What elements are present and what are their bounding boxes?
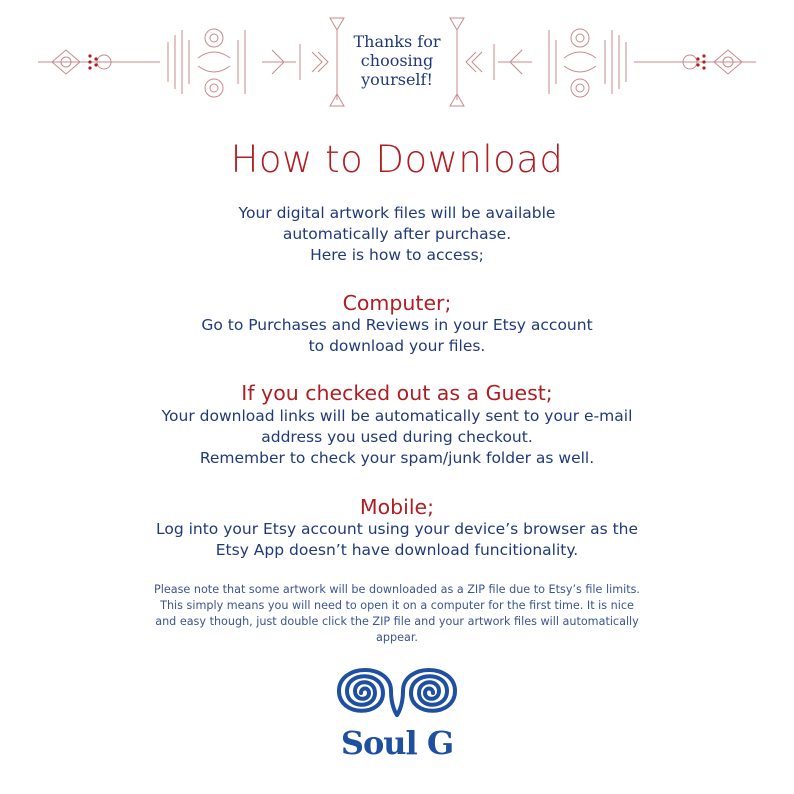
section-line: Go to Purchases and Reviews in your Etsy account bbox=[201, 316, 593, 334]
thank-you-tagline bbox=[338, 32, 456, 89]
brand-name: Soul G bbox=[340, 724, 454, 762]
note-line: Please note that some artwork will be downloaded as a ZIP file due to Etsy’s file limits. bbox=[154, 583, 640, 596]
section-body-mobile bbox=[0, 519, 794, 561]
intro-line: automatically after purchase. bbox=[282, 225, 512, 243]
page-title: How to Download bbox=[230, 138, 564, 181]
section-body-computer bbox=[0, 315, 794, 357]
double-spiral-icon bbox=[325, 655, 469, 727]
intro-line: Your digital artwork files will be available bbox=[238, 204, 556, 222]
note-line: This simply means you will need to open it on a computer for the first time. It is nice bbox=[160, 599, 634, 612]
tagline-line: choosing bbox=[360, 51, 434, 70]
section-line: Remember to check your spam/junk folder as well. bbox=[199, 449, 595, 467]
section-body-guest bbox=[0, 406, 794, 469]
section-line: Log into your Etsy account using your device’s browser as the bbox=[155, 520, 639, 538]
section-line: Etsy App doesn’t have download funcitionality. bbox=[215, 541, 579, 559]
section-heading-guest: If you checked out as a Guest; bbox=[241, 381, 553, 405]
tagline-line: Thanks for bbox=[353, 32, 441, 51]
section-line: to download your files. bbox=[308, 337, 486, 355]
note-line: and easy though, just double click the ZIP file and your artwork files will automatically bbox=[155, 615, 639, 628]
section-line: Your download links will be automatically sent to your e-mail bbox=[161, 407, 633, 425]
zip-file-note bbox=[0, 582, 794, 646]
section-line: address you used during checkout. bbox=[261, 428, 533, 446]
tagline-line: yourself! bbox=[361, 70, 433, 89]
intro-line: Here is how to access; bbox=[310, 246, 484, 264]
section-heading-mobile: Mobile; bbox=[359, 495, 435, 519]
intro-text bbox=[0, 203, 794, 266]
section-heading-computer: Computer; bbox=[342, 291, 452, 315]
note-line: appear. bbox=[376, 631, 418, 644]
